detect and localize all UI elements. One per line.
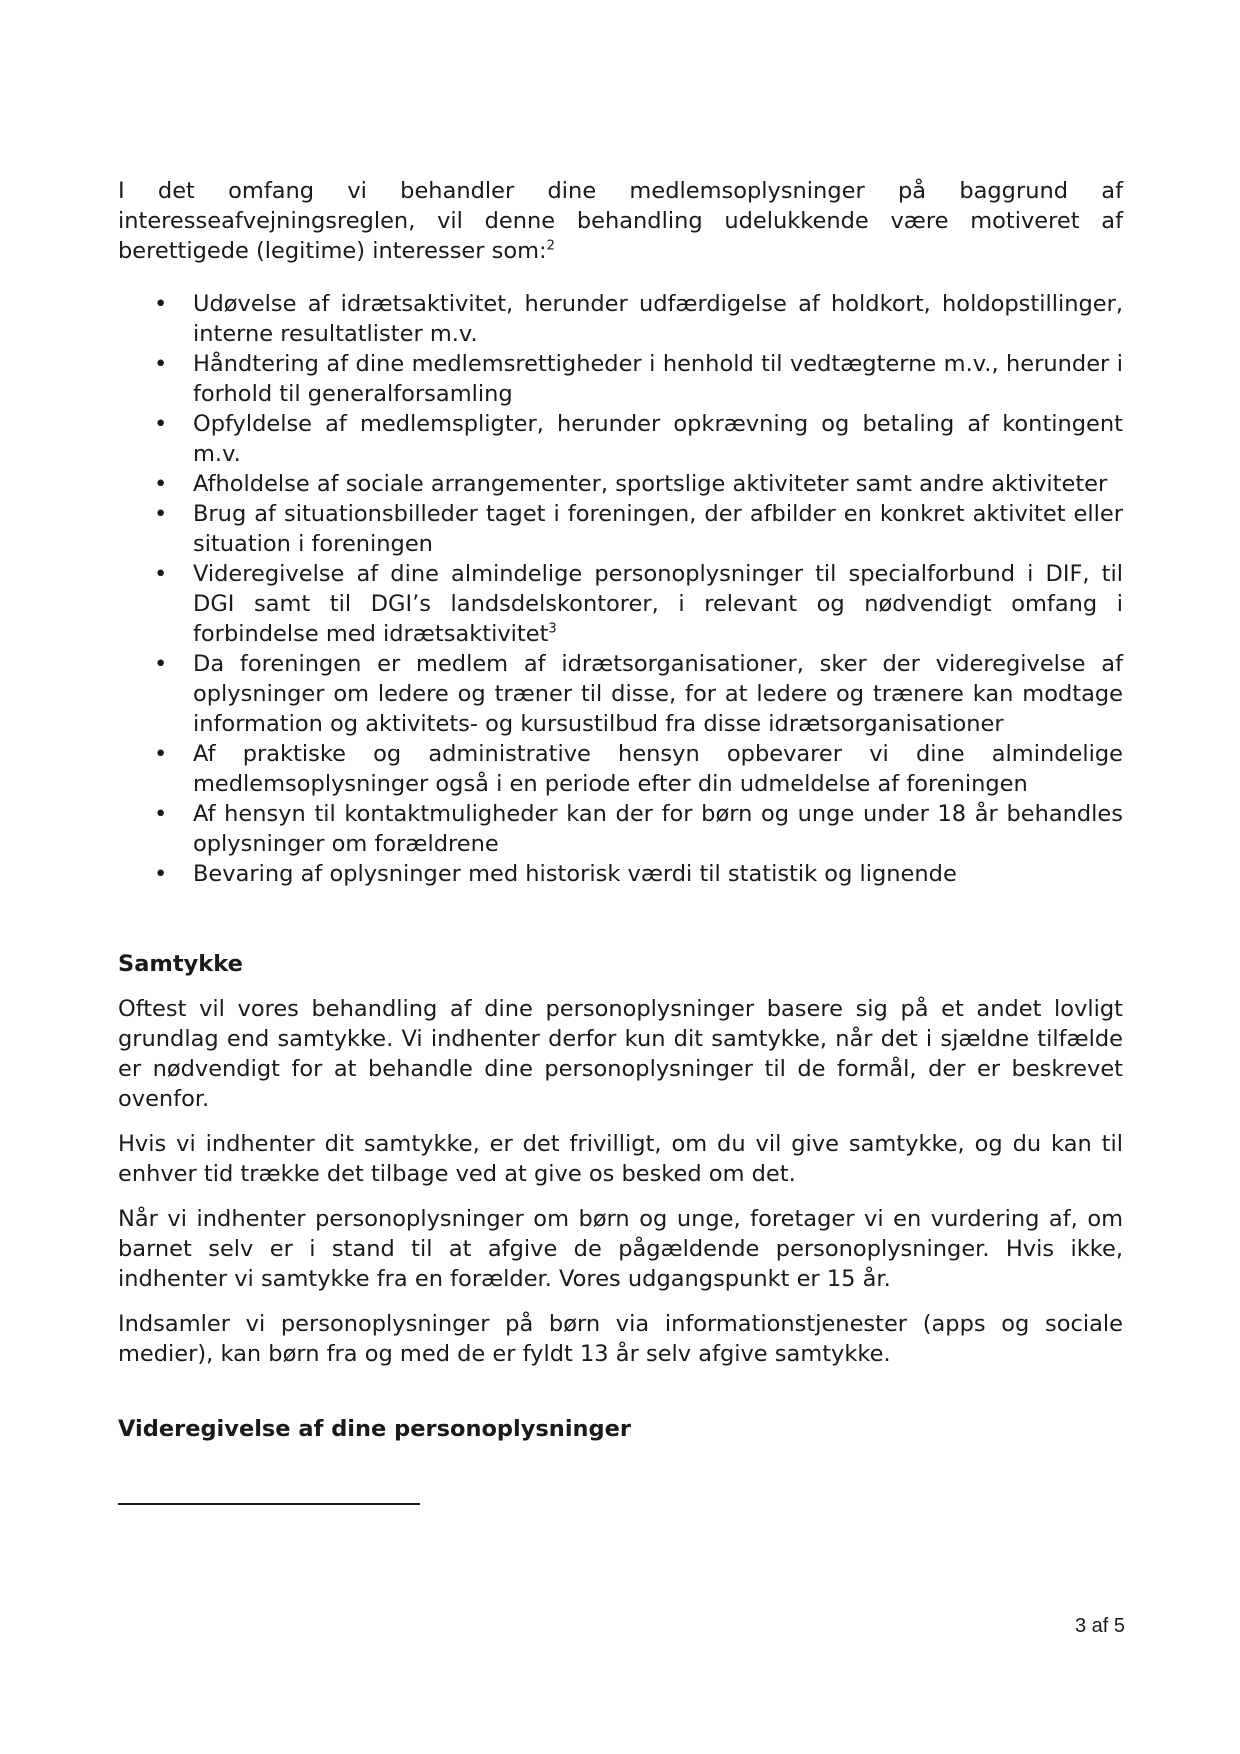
samtykke-paragraph: Oftest vil vores behandling af dine personoplysninger basere sig på et andet lovligt grundlag end samtykke. Vi indhenter derfor kun dit samtykke, når det i sjældne tilfælde er nødvendigt for at behandle dine personoplysninger til de formål, der er beskrevet ovenfor. xyxy=(118,996,1123,1112)
list-item-text: Videregivelse af dine almindelige personoplysninger til specialforbund i DIF, til DGI samt til DGI’s landsdelskontorer, i relevant og nødvendigt omfang i forbindelse med idrætsaktivitet xyxy=(193,561,1123,647)
page-content xyxy=(118,176,1123,1444)
footnote-separator xyxy=(118,1503,420,1505)
list-item-text: Bevaring af oplysninger med historisk værdi til statistik og lignende xyxy=(193,861,957,887)
interests-list xyxy=(118,289,1123,889)
list-item xyxy=(118,349,1123,409)
list-item xyxy=(118,499,1123,559)
footnote-ref: 2 xyxy=(546,238,555,254)
intro-paragraph xyxy=(118,176,1123,266)
list-item xyxy=(118,559,1123,649)
samtykke-paragraph: Indsamler vi personoplysninger på børn via informationstjenester (apps og sociale medier), kan børn fra og med de er fyldt 13 år selv afgive samtykke. xyxy=(118,1311,1123,1367)
list-item-text: Brug af situationsbilleder taget i foreningen, der afbilder en konkret aktivitet eller situation i foreningen xyxy=(193,501,1123,557)
list-item xyxy=(118,469,1123,499)
list-item-text: Håndtering af dine medlemsrettigheder i henhold til vedtægterne m.v., herunder i forhold til generalforsamling xyxy=(193,351,1123,407)
list-item xyxy=(118,859,1123,889)
footnote-ref: 3 xyxy=(548,621,557,637)
list-item xyxy=(118,739,1123,799)
section-heading-samtykke: Samtykke xyxy=(118,951,243,977)
list-item xyxy=(118,799,1123,859)
list-item-text: Da foreningen er medlem af idrætsorganisationer, sker der videregivelse af oplysninger om ledere og træner til disse, for at ledere og trænere kan modtage information og aktivitets- og kursustilbud fra disse idrætsorganisationer xyxy=(193,651,1123,737)
list-item xyxy=(118,289,1123,349)
list-item-text: Afholdelse af sociale arrangementer, sportslige aktiviteter samt andre aktiviteter xyxy=(193,471,1108,497)
intro-text: I det omfang vi behandler dine medlemsoplysninger på baggrund af interesseafvejningsreglen, vil denne behandling udelukkende være motiveret af berettigede (legitime) interesser som: xyxy=(118,178,1123,264)
section-heading-videregivelse: Videregivelse af dine personoplysninger xyxy=(118,1416,632,1442)
list-item xyxy=(118,649,1123,739)
list-item-text: Af praktiske og administrative hensyn opbevarer vi dine almindelige medlemsoplysninger også i en periode efter din udmeldelse af foreningen xyxy=(193,741,1123,797)
list-item-text: Af hensyn til kontaktmuligheder kan der for børn og unge under 18 år behandles oplysninger om forældrene xyxy=(193,801,1123,857)
list-item-text: Opfyldelse af medlemspligter, herunder opkrævning og betaling af kontingent m.v. xyxy=(193,411,1123,467)
list-item xyxy=(118,409,1123,469)
samtykke-paragraph: Når vi indhenter personoplysninger om børn og unge, foretager vi en vurdering af, om barnet selv er i stand til at afgive de pågældende personoplysninger. Hvis ikke, indhenter vi samtykke fra en forælder. Vores udgangspunkt er 15 år. xyxy=(118,1206,1123,1292)
page-number: 3 af 5 xyxy=(1074,1615,1125,1637)
list-item-text: Udøvelse af idrætsaktivitet, herunder udfærdigelse af holdkort, holdopstillinger, interne resultatlister m.v. xyxy=(193,291,1123,347)
samtykke-paragraph: Hvis vi indhenter dit samtykke, er det frivilligt, om du vil give samtykke, og du kan til enhver tid trække det tilbage ved at give os besked om det. xyxy=(118,1131,1123,1187)
